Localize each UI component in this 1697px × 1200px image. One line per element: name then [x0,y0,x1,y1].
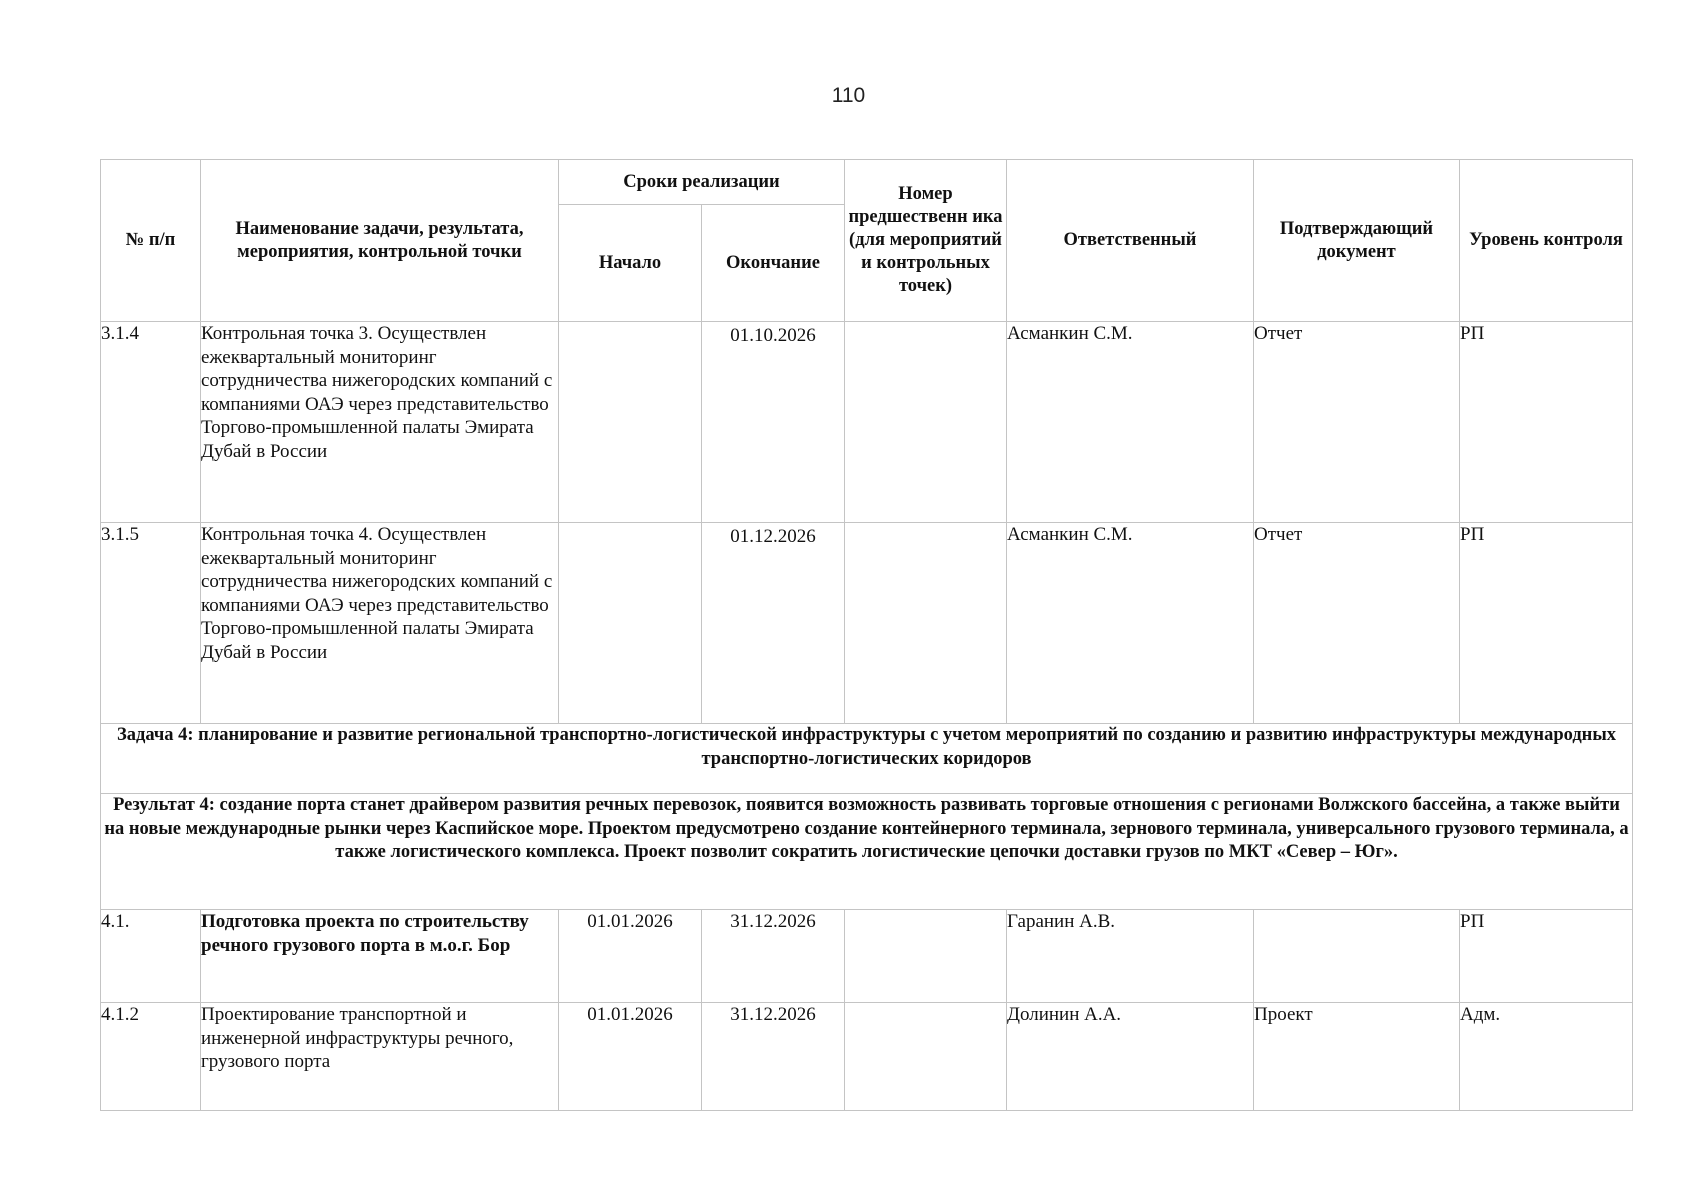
row-name: Контрольная точка 3. Осуществлен ежеквартальный мониторинг сотрудничества нижегородских компаний с компаниями ОАЭ через представительство Торгово-промышленной палаты Эмирата Дубай в России [201,322,559,523]
row-control: РП [1460,523,1633,724]
row-number: 3.1.5 [101,523,201,724]
row-end: 31.12.2026 [702,910,845,1003]
row-start [559,523,702,724]
row-start: 01.01.2026 [559,1003,702,1111]
row-responsible: Асманкин С.М. [1007,322,1254,523]
header-predecessor: Номер предшественн ика (для мероприятий и контрольных точек) [845,160,1007,322]
row-name: Подготовка проекта по строительству речного грузового порта в м.о.г. Бор [201,910,559,1003]
header-start: Начало [559,205,702,322]
row-responsible: Гаранин А.В. [1007,910,1254,1003]
row-number: 4.1. [101,910,201,1003]
header-control: Уровень контроля [1460,160,1633,322]
row-predecessor [845,910,1007,1003]
row-name: Контрольная точка 4. Осуществлен ежеквартальный мониторинг сотрудничества нижегородских компаний с компаниями ОАЭ через представительство Торгово-промышленной палаты Эмирата Дубай в России [201,523,559,724]
task-row [101,724,1633,794]
row-name: Проектирование транспортной и инженерной инфраструктуры речного, грузового порта [201,1003,559,1111]
result-4-heading: Результат 4: создание порта станет драйвером развития речных перевозок, появится возможность развивать торговые отношения с регионами Волжского бассейна, а также выйти на новые международные рынки через Каспийское море. Проектом предусмотрено создание контейнерного терминала, зернового терминала, универсального грузового терминала, а также логистического комплекса. Проект позволит сократить логистические цепочки доставки грузов по МКТ «Север – Юг». [101,794,1633,910]
row-number: 3.1.4 [101,322,201,523]
row-responsible: Долинин А.А. [1007,1003,1254,1111]
header-terms: Сроки реализации [559,160,845,205]
row-end: 01.10.2026 [702,322,845,523]
task-4-heading: Задача 4: планирование и развитие региональной транспортно-логистической инфраструктуры с учетом мероприятий по созданию и развитию инфраструктуры международных транспортно-логистических коридоров [101,724,1633,794]
row-responsible: Асманкин С.М. [1007,523,1254,724]
table-row [101,910,1633,1003]
row-predecessor [845,523,1007,724]
table-row [101,322,1633,523]
page-number: 110 [831,84,866,107]
row-start: 01.01.2026 [559,910,702,1003]
result-row [101,794,1633,910]
row-control: РП [1460,322,1633,523]
row-end: 01.12.2026 [702,523,845,724]
row-control: Адм. [1460,1003,1633,1111]
row-predecessor [845,322,1007,523]
header-row [101,160,1633,205]
header-document: Подтверждающий документ [1254,160,1460,322]
plan-table [100,159,1633,1111]
row-document: Отчет [1254,322,1460,523]
row-control: РП [1460,910,1633,1003]
row-predecessor [845,1003,1007,1111]
row-end: 31.12.2026 [702,1003,845,1111]
row-document: Проект [1254,1003,1460,1111]
header-num: № п/п [101,160,201,322]
row-start [559,322,702,523]
table-row [101,1003,1633,1111]
row-document: Отчет [1254,523,1460,724]
row-document [1254,910,1460,1003]
header-responsible: Ответственный [1007,160,1254,322]
table-row [101,523,1633,724]
header-end: Окончание [702,205,845,322]
row-number: 4.1.2 [101,1003,201,1111]
header-name: Наименование задачи, результата, мероприятия, контрольной точки [201,160,559,322]
